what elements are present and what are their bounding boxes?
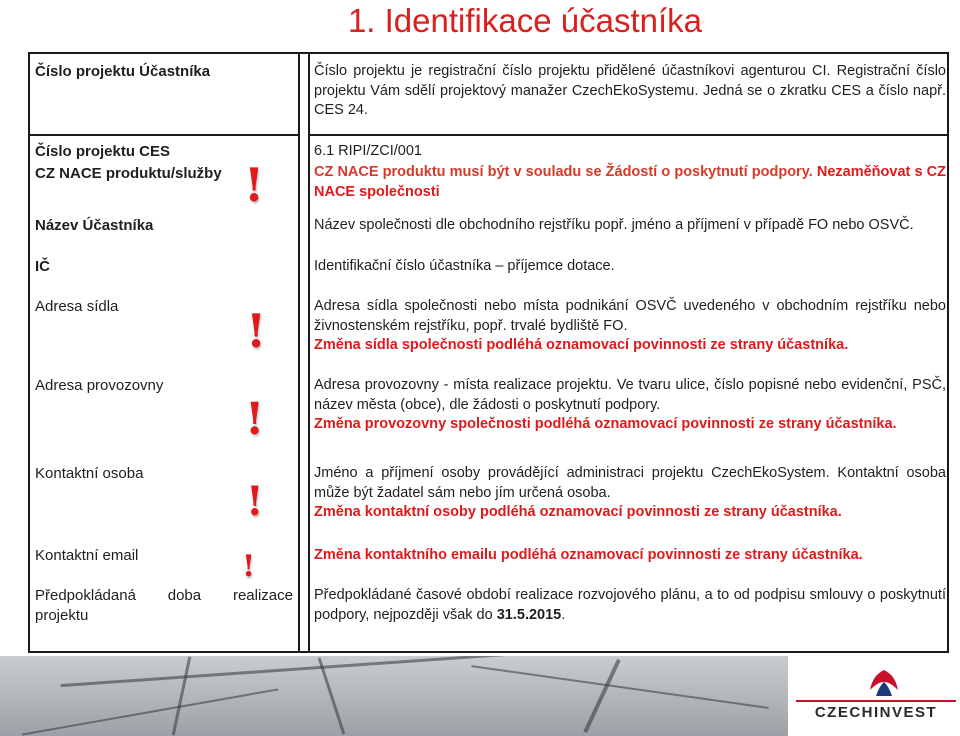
expected-duration-date: 31.5.2015 (496, 606, 562, 623)
czechinvest-logo-text: CZECHINVEST (796, 700, 956, 721)
warning-exclamation-icon: ! (246, 304, 267, 358)
column-gap (300, 54, 308, 651)
descriptions-column (308, 54, 947, 651)
desc-participant-name: Název společnosti dle obchodního rejstříku popř. jméno a příjmení v případě FO nebo OSVČ. (314, 217, 914, 233)
label-participant-name: Název Účastníka (35, 217, 154, 234)
registered-address-text: Adresa sídla společnosti nebo místa podnikání OSVČ uvedeného v obchodním rejstříku nebo živnostenském rejstříku, popř. trvalé bydliště FO. (314, 298, 946, 334)
label-contact-email: Kontaktní email (35, 547, 139, 564)
label-expected-duration-line1: Předpokládaná doba realizace (35, 587, 293, 604)
page-title: 1. Identifikace účastníka (347, 2, 702, 39)
desc-contact-person (314, 464, 946, 523)
footer-banner (0, 656, 960, 736)
warning-exclamation-icon: ! (245, 394, 265, 445)
operation-address-warning: Změna provozovny společnosti podléhá oznamovací povinnosti ze strany účastníka. (314, 416, 897, 432)
contact-person-text: Jméno a příjmení osoby provádějící administraci projektu CzechEkoSystem. Kontaktní osoba může být žadatel sám nebo jím určená osoba. (314, 465, 946, 501)
desc-project-number-ces: 6.1 RIPI/ZCI/001 (314, 143, 422, 159)
warning-exclamation-icon: ! (246, 478, 264, 525)
label-expected-duration (35, 586, 293, 626)
operation-address-text: Adresa provozovny - místa realizace projektu. Ve tvaru ulice, číslo popisné nebo evidenční, PSČ, název města (obce), dle žádosti o poskytnutí podpory. (314, 377, 946, 413)
registered-address-warning: Změna sídla společnosti podléhá oznamovací povinnosti ze strany účastníka. (314, 337, 849, 353)
desc-ic: Identifikační číslo účastníka – příjemce dotace. (314, 258, 615, 274)
desc-project-number-participant: Číslo projektu je registrační číslo projektu přidělené účastníkovi agenturou CI. Registrační číslo projektu Vám sdělí projektový manažer CzechEkoSystemu. Jedná se o zkratku CES a číslo např. CES 24. (314, 63, 946, 118)
cz-nace-requirement: CZ NACE produktu musí být v souladu se Žádostí o poskytnutí podpory. (314, 164, 813, 180)
label-registered-address: Adresa sídla (35, 298, 119, 315)
czechinvest-logo (788, 656, 960, 736)
contact-person-warning: Změna kontaktní osoby podléhá oznamovací povinnosti ze strany účastníka. (314, 504, 842, 520)
desc-contact-email (314, 546, 946, 566)
label-project-number-participant: Číslo projektu Účastníka (35, 63, 211, 80)
expected-duration-end: . (561, 606, 566, 623)
labels-column (30, 54, 300, 651)
czechinvest-logo-icon (866, 668, 902, 698)
label-ic: IČ (35, 258, 50, 275)
warning-exclamation-icon: ! (242, 549, 256, 584)
cz-nace-warning: Nezaměňovat s CZ NACE společnosti (314, 164, 946, 200)
label-contact-person: Kontaktní osoba (35, 465, 144, 482)
desc-expected-duration (314, 586, 946, 625)
label-operation-address: Adresa provozovny (35, 377, 164, 394)
expected-duration-text: Předpokládané časové období realizace rozvojového plánu, a to od podpisu smlouvy o poskytnutí podpory, nejpozději však do (314, 587, 946, 623)
identification-table (28, 52, 949, 653)
desc-registered-address (314, 297, 946, 356)
label-expected-duration-line2: projektu (35, 607, 89, 624)
label-project-number-ces: Číslo projektu CES (35, 143, 171, 160)
contact-email-warning: Změna kontaktního emailu podléhá oznamovací povinnosti ze strany účastníka. (314, 547, 863, 563)
desc-cz-nace (314, 163, 946, 202)
desc-operation-address (314, 376, 946, 435)
warning-exclamation-icon: ! (244, 158, 265, 212)
label-cz-nace: CZ NACE produktu/služby (35, 165, 222, 182)
